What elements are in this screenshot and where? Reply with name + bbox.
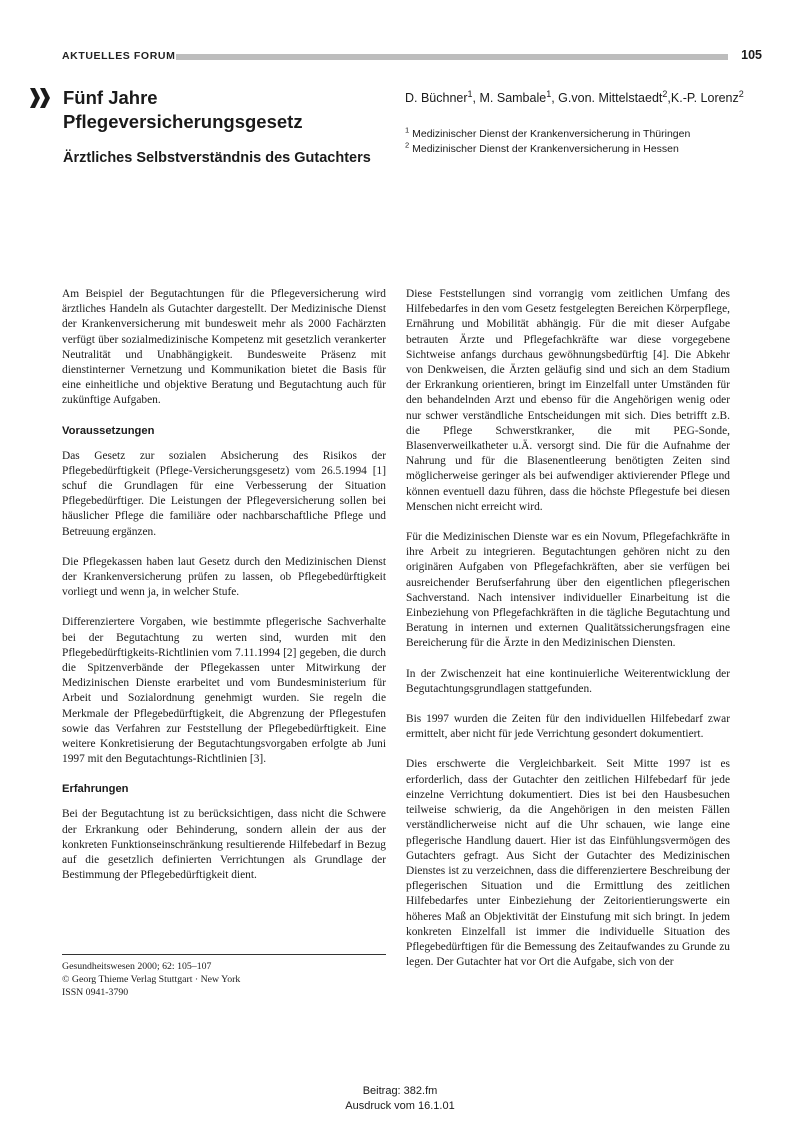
author-list <box>405 90 745 107</box>
footer-beitrag: Beitrag: 382.fm <box>362 1085 438 1097</box>
body-column-right <box>406 287 730 985</box>
author-name: M. Sambale <box>479 91 547 105</box>
section-heading: Voraussetzungen <box>62 424 155 437</box>
author-name: D. Büchner <box>405 91 468 105</box>
author-affiliation-mark: 1 <box>546 88 552 99</box>
section-label: AKTUELLES FORUM <box>62 50 176 62</box>
author-affiliation-mark: 1 <box>467 88 473 99</box>
body-paragraph: In der Zwischenzeit hat eine kontinuierliche Weiterentwicklung der Begutachtungsgrundlagen stattgefunden. <box>406 667 730 695</box>
author-name: K.-P. Lorenz <box>670 91 739 105</box>
double-chevron-icon <box>30 88 52 108</box>
print-footer <box>0 1084 800 1114</box>
body-paragraph: Für die Medizinischen Dienste war es ein Novum, Pflegefachkräfte in ihre Arbeit zu integrieren. Begutachtungen gehören nicht zu den originären Aufgaben von Pflegefachkräften, aber sie verfügen bei ausreichender Berufserfahrung über den eigentlichen pflegerischen Sachverstand. Nach intensiver individueller Einarbeitung ist die Einbeziehung von Pflegefachkräften in die tägliche Begutachtung und Beratung in internen und externen Qualitätssicherungsfragen eine Bereicherung für die Ärzte in den Medizinischen Diensten. <box>406 531 730 650</box>
author-separator: , <box>472 91 480 105</box>
page-number: 105 <box>741 48 762 62</box>
body-paragraph: Dies erschwerte die Vergleichbarkeit. Seit Mitte 1997 ist es erforderlich, dass der Gutachter den zeitlichen Hilfebedarf für jede einzelne Verrichtung dokumentiert. Dies ist bei den Hausbesuchen teilweise schwierig, da die Angehörigen in den meisten Fällen verständlicherweise nicht auf die Uhr schauen, wie lange eine pflegerische Handlung dauert. Hier ist das Einfühlungsvermögen des Gutachters gefragt. Aus Sicht der Gutachter des Medizinischen Dienstes ist zu verzeichnen, dass die differenziertere Beschreibung der pflegerischen Situation und die Ermittlung des zeitlichen Hilfebedarfes unter Einbeziehung der Zeitorientierungswerte ein höheres Maß an Objektivität der Einstufung mit sich bringt. In jedem konkreten Einzelfall ist immer die individuelle Situation des Pflegebedürftigen für die Bemessung des Zeitaufwandes zu Grunde zu legen. Der Gutachter hat vor Ort die Aufgabe, sich von der <box>406 758 730 969</box>
footer-ausdruck: Ausdruck vom 16.1.01 <box>345 1100 455 1112</box>
header-rule <box>176 54 728 60</box>
journal-info-rule <box>62 954 386 955</box>
affiliation-item <box>405 127 750 142</box>
article-subtitle: Ärztliches Selbstverständnis des Gutachters <box>63 150 371 166</box>
body-paragraph: Die Pflegekassen haben laut Gesetz durch den Medizinischen Dienst der Krankenversicherung prüfen zu lassen, ob Pflegebedürftigkeit vorliegt und wenn ja, in welcher Stufe. <box>62 555 386 599</box>
journal-issn: ISSN 0941-3790 <box>62 987 129 998</box>
author-separator: , <box>667 91 671 105</box>
affiliation-item <box>405 142 750 157</box>
article-title: Fünf Jahre Pflegeversicherungsgesetz <box>63 87 303 132</box>
author-separator: , <box>551 91 559 105</box>
author-affiliation-mark: 2 <box>662 88 668 99</box>
affiliation-text: Medizinischer Dienst der Krankenversicherung in Hessen <box>412 142 679 155</box>
author-affiliation-mark: 2 <box>738 88 744 99</box>
body-paragraph: Am Beispiel der Begutachtungen für die Pflegeversicherung wird ärztliches Handeln als Gutachter dargestellt. Der Medizinische Dienst der Krankenversicherung mit bundesweit mehr als 2000 Fachärzten verfügt über sozialmedizinische Kompetenz mit gesetzlich verankerter Neutralität und Unabhängigkeit. Bundesweite Präsenz mit dienstinterner Vernetzung und Kommunikation bietet die Basis für eine einheitliche und objektive Beratung und Begutachtung auch für zukünftige Aufgaben. <box>62 288 386 407</box>
section-heading: Erfahrungen <box>62 783 129 796</box>
journal-publisher: © Georg Thieme Verlag Stuttgart · New York <box>62 974 241 985</box>
body-paragraph: Bei der Begutachtung ist zu berücksichtigen, dass nicht die Schwere der Erkrankung oder Behinderung, sondern allein der aus der konkreten Funktionseinschränkung resultierende Hilfebedarf in Bezug auf die gesetzlich definierten Verrichtungen als Grundlage der Bestimmung der Pflegebedürftigkeit dient. <box>62 808 386 882</box>
affiliation-text: Medizinischer Dienst der Krankenversicherung in Thüringen <box>412 128 691 140</box>
body-paragraph: Bis 1997 wurden die Zeiten für den individuellen Hilfebedarf zwar ermittelt, aber nicht für jede Verrichtung gesondert dokumentiert. <box>406 713 730 741</box>
body-column-left <box>62 287 386 899</box>
journal-info <box>62 960 240 999</box>
body-paragraph: Das Gesetz zur sozialen Absicherung des Risikos der Pflegebedürftigkeit (Pflege-Versicherungsgesetz) vom 26.5.1994 [1] schuf die Grundlagen für eine Verbesserung der Situation Pflegebedürftiger. Die Leistungen der Pflegeversicherung sollen bei häuslicher Pflege die familiäre oder nachbarschaftliche Pflege und Betreuung ergänzen. <box>62 449 386 538</box>
affiliation-number: 1 <box>405 125 410 135</box>
affiliation-list <box>405 127 750 156</box>
affiliation-number: 2 <box>405 140 410 149</box>
author-name: G.von. Mittelstaedt <box>558 91 663 105</box>
journal-citation: Gesundheitswesen 2000; 62: 105–107 <box>62 961 212 972</box>
body-paragraph: Diese Feststellungen sind vorrangig vom zeitlichen Umfang des Hilfebedarfes in den vom Gesetz festgelegten Bereichen Körperpflege, Ernährung und Mobilität abhängig. Für die mit dieser Aufgabe betrauten Ärzte und Pflegefachkräfte war diese vorgegebene Sichtweise anfangs durchaus gewöhnungsbedürftig [4]. Die Abkehr von Denkweisen, die Ärzten geläufig sind und sich an dem Stadium der Erkrankung orientieren, bringt im Einzelfall unter Umständen für den behandelnden Arzt und ebenso für die Angehörigen wenig oder nur schwer verständliche Entscheidungen mit sich. Dies betrifft z.B. die Pflege Schwerstkranker, die mit PEG-Sonde, Blasenverweilkatheter u.Ä. versorgt sind. Die für die Aufnahme der Nahrung und für die Blasenentleerung benötigten Zeiten sind möglicherweise geringer als bei aufwendiger aktivierender Pflege und können eventuell dazu führen, dass die höchste Pflegestufe bei diesen Menschen nicht erreicht wird. <box>406 288 730 513</box>
body-paragraph: Differenziertere Vorgaben, wie bestimmte pflegerische Sachverhalte bei der Begutachtung zu werten sind, wurden mit den Pflegebedürftigkeits-Richtlinien vom 7.11.1994 [2] gegeben, die durch die Spitzenverbände der Pflegekassen unter Mitwirkung der Medizinischen Dienste erarbeitet und vom Bundesministerium für Arbeit und Sozialordnung genehmigt wurden. Sie regeln die Merkmale der Pflegebedürftigkeit, die Abgrenzung der Pflegestufen sowie das Verfahren zur Feststellung der Pflegebedürftigkeit. Eine weitere Konkretisierung der Begutachtungsvorgaben erfolgte ab Juni 1997 mit den Begutachtungs-Richtlinien [3]. <box>62 616 386 766</box>
